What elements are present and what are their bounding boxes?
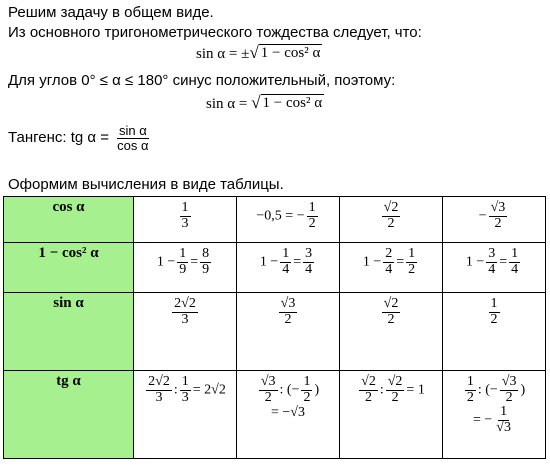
row-head-sin: sin α [4, 293, 134, 371]
tangent-fraction [115, 124, 150, 152]
computation-table [3, 196, 546, 459]
table-row-tg [4, 371, 546, 459]
formula-lhs: sin α = [206, 96, 252, 112]
numerator: sin α [118, 123, 147, 138]
cell: 1 − $\frac{3}{4}$ = $\frac{1}{4}$ [443, 243, 546, 293]
table-row-one-minus-cos2 [4, 243, 546, 293]
formula-sin-positive [206, 94, 324, 113]
row-head-tg: tg α [4, 371, 134, 459]
cell: $\frac{√3}{2}$ [237, 293, 340, 371]
table-intro-line: Оформим вычисления в виде таблицы. [8, 176, 284, 193]
cell: $\frac{1}{2}$ : (− $\frac{√3}{2}$ ) = − $\frac{1}{√3}$ [443, 371, 546, 459]
cell: $\frac{√2}{2}$ [340, 197, 443, 243]
intro-line: Решим задачу в общем виде. [8, 4, 214, 21]
cell: −0,5 = − $\frac{1}{2}$ [237, 197, 340, 243]
row-head-one-minus-cos2: 1 − cos² α [4, 243, 134, 293]
sqrt-expression: √ 1 − cos² α [251, 93, 323, 112]
sqrt-expression: √ 1 − cos² α [249, 43, 321, 62]
identity-line: Из основного тригонометрического тождества следует, что: [8, 24, 422, 41]
cell: 1 − $\frac{2}{4}$ = $\frac{1}{2}$ [340, 243, 443, 293]
cell: $\frac{1}{2}$ [443, 293, 546, 371]
formula-lhs: sin α = ± [196, 46, 250, 62]
angle-condition-line: Для углов 0° ≤ α ≤ 180° синус положительный, поэтому: [8, 72, 396, 89]
radicand: 1 − cos² α [260, 45, 321, 61]
denominator: cos α [117, 137, 149, 153]
cell: 1 − $\frac{1}{4}$ = $\frac{3}{4}$ [237, 243, 340, 293]
cell: $\frac{1}{3}$ [134, 197, 237, 243]
cell: $\frac{2√2}{3}$ [134, 293, 237, 371]
tangent-label: Тангенс: tg α = [8, 129, 114, 147]
cell: $\frac{2√2}{3}$ : $\frac{1}{3}$ = 2√2 [134, 371, 237, 459]
radicand: 1 − cos² α [262, 95, 323, 111]
tangent-line [8, 124, 153, 152]
cell: $\frac{√2}{2}$ : $\frac{√2}{2}$ = 1 [340, 371, 443, 459]
cell: $\frac{√3}{2}$ : (− $\frac{1}{2}$ ) = −√3 [237, 371, 340, 459]
cell: $\frac{√2}{2}$ [340, 293, 443, 371]
table-row-cos [4, 197, 546, 243]
formula-sin-plusminus [196, 44, 322, 63]
cell: 1 − $\frac{1}{9}$ = $\frac{8}{9}$ [134, 243, 237, 293]
table-row-sin [4, 293, 546, 371]
row-head-cos: cos α [4, 197, 134, 243]
cell: − $\frac{√3}{2}$ [443, 197, 546, 243]
